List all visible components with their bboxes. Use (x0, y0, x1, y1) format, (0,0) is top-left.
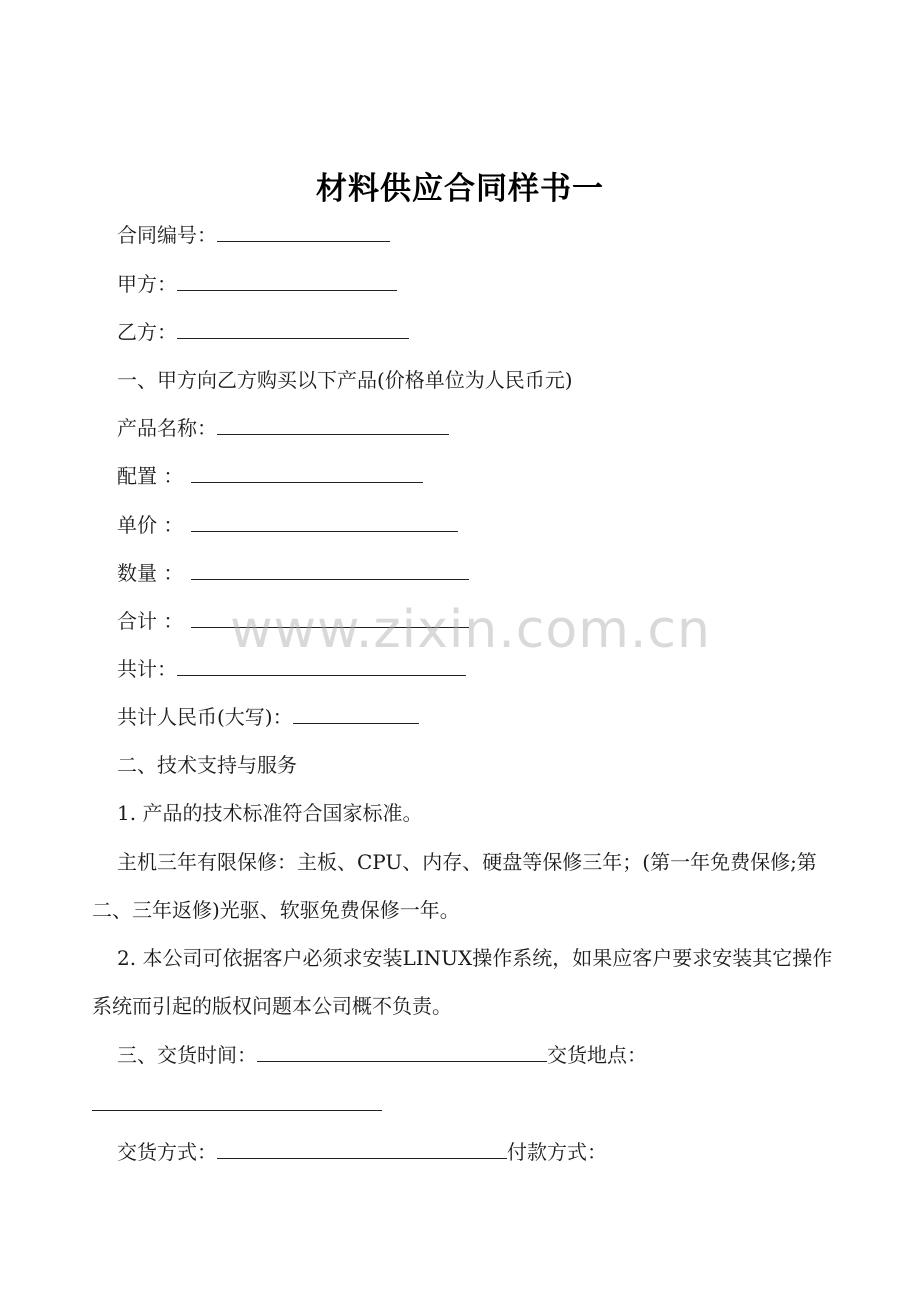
delivery-method-blank (217, 1140, 507, 1159)
quantity-blank (191, 561, 469, 580)
total-line (117, 657, 466, 681)
section2-heading: 二、技术支持与服务 (117, 753, 297, 777)
party-b-blank (177, 320, 409, 339)
config-line (117, 464, 423, 488)
config-blank (191, 464, 423, 483)
total-rmb-blank (293, 705, 419, 724)
delivery-method-label: 交货方式： (117, 1140, 217, 1164)
section2-item1: 1. 产品的技术标准符合国家标准。 (117, 801, 423, 825)
unit-price-line (117, 513, 458, 537)
product-name-line (117, 416, 449, 440)
party-a-line (117, 272, 397, 296)
party-a-label: 甲方： (117, 272, 177, 296)
quantity-label: 数量 ： (117, 561, 184, 585)
document-title: 材料供应合同样书一 (316, 171, 604, 207)
unit-price-blank (191, 513, 458, 532)
total-rmb-line (117, 705, 419, 729)
delivery-place-blank (92, 1110, 382, 1111)
delivery-method-line (117, 1140, 607, 1164)
contract-number-blank (217, 223, 390, 242)
section1-heading: 一、甲方向乙方购买以下产品(价格单位为人民币元) (117, 368, 573, 392)
party-a-blank (177, 272, 397, 291)
delivery-time-label: 三、交货时间： (117, 1043, 257, 1067)
subtotal-blank (191, 609, 469, 628)
delivery-time-blank (257, 1043, 547, 1062)
contract-number-line (117, 223, 390, 247)
payment-method-label: 付款方式： (507, 1140, 607, 1164)
quantity-line (117, 561, 469, 585)
party-b-label: 乙方： (117, 320, 177, 344)
config-label: 配置 ： (117, 464, 184, 488)
delivery-time-line (117, 1043, 647, 1067)
product-name-label: 产品名称： (117, 416, 217, 440)
contract-number-label: 合同编号： (117, 223, 217, 247)
unit-price-label: 单价 ： (117, 513, 184, 537)
total-rmb-label: 共计人民币(大写)： (117, 705, 293, 729)
subtotal-label: 合计 ： (117, 609, 184, 633)
total-blank (177, 657, 466, 676)
section2-item2: 2. 本公司可依据客户必须求安装LINUX操作系统，如果应客户要求安装其它操作系统而引起的版权问题本公司概不负责。 (92, 946, 833, 1018)
product-name-blank (217, 416, 449, 435)
party-b-line (117, 320, 409, 344)
total-label: 共计： (117, 657, 177, 681)
watermark: www.zixin.com.cn (230, 600, 711, 660)
subtotal-line (117, 609, 469, 633)
warranty-paragraph: 主机三年有限保修：主板、CPU、内存、硬盘等保修三年；(第一年免费保修;第二、三年返修)光驱、软驱免费保修一年。 (92, 850, 817, 922)
delivery-place-label: 交货地点： (547, 1043, 647, 1067)
